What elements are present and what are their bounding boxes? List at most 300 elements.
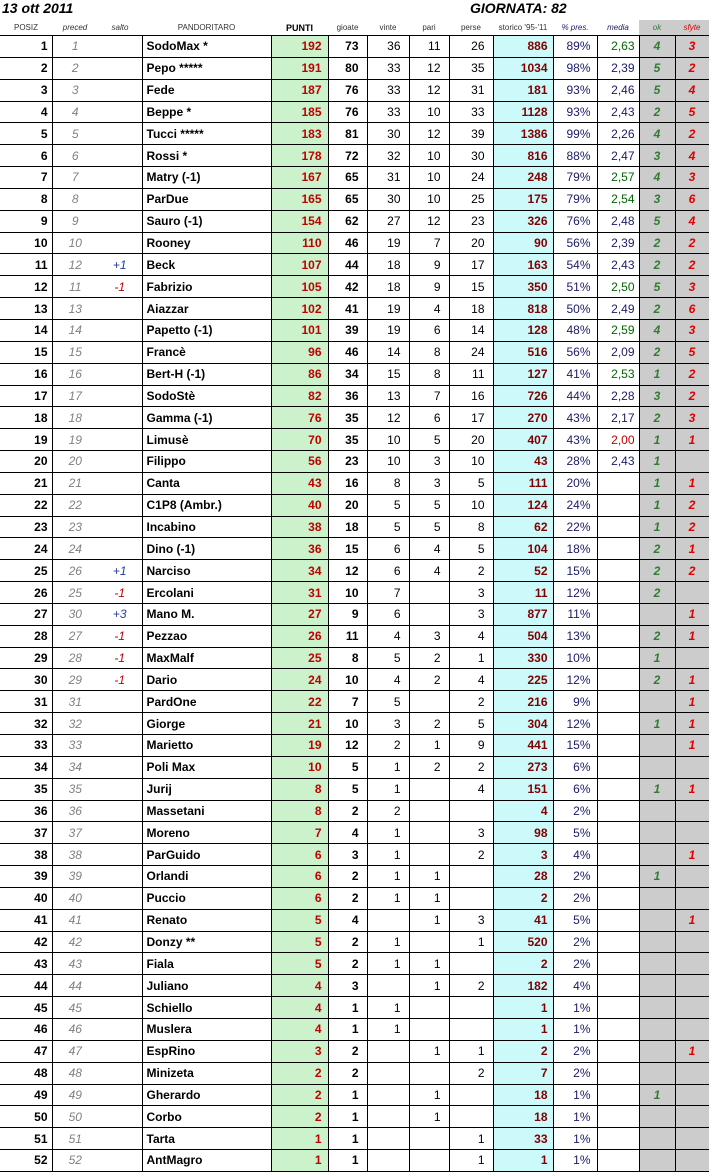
preced-cell: 48	[52, 1062, 98, 1084]
vinte-cell	[367, 975, 409, 997]
presenze-cell: 12%	[553, 713, 597, 735]
pari-cell	[409, 844, 449, 866]
preced-cell: 15	[52, 341, 98, 363]
storico-cell: 273	[493, 756, 553, 778]
perse-cell	[449, 1084, 493, 1106]
presenze-cell: 1%	[553, 1128, 597, 1150]
punti-cell: 4	[271, 975, 328, 997]
table-row	[0, 319, 709, 341]
sfiga-cell	[675, 1084, 709, 1106]
pari-cell	[409, 800, 449, 822]
preced-cell: 39	[52, 866, 98, 888]
presenze-cell: 2%	[553, 800, 597, 822]
perse-cell	[449, 800, 493, 822]
storico-cell: 1128	[493, 101, 553, 123]
ok-cell	[639, 909, 675, 931]
punti-cell: 24	[271, 669, 328, 691]
pari-cell: 2	[409, 669, 449, 691]
salto-cell	[98, 472, 142, 494]
preced-cell: 50	[52, 1106, 98, 1128]
media-cell: 2,48	[597, 210, 639, 232]
presenze-cell: 43%	[553, 407, 597, 429]
position-cell: 50	[0, 1106, 52, 1128]
vinte-cell: 1	[367, 931, 409, 953]
position-cell: 8	[0, 188, 52, 210]
punti-cell: 2	[271, 1084, 328, 1106]
pari-cell: 4	[409, 298, 449, 320]
giocate-cell: 2	[328, 931, 367, 953]
vinte-cell: 15	[367, 363, 409, 385]
giocate-cell: 46	[328, 232, 367, 254]
punti-cell: 86	[271, 363, 328, 385]
salto-cell	[98, 123, 142, 145]
sfiga-cell: 1	[675, 844, 709, 866]
vinte-cell: 32	[367, 145, 409, 167]
giocate-cell: 2	[328, 953, 367, 975]
table-row	[0, 756, 709, 778]
perse-cell: 11	[449, 363, 493, 385]
perse-cell: 2	[449, 560, 493, 582]
sfiga-cell: 3	[675, 276, 709, 298]
perse-cell: 17	[449, 407, 493, 429]
table-row	[0, 407, 709, 429]
pari-cell	[409, 1062, 449, 1084]
position-cell: 40	[0, 887, 52, 909]
vinte-cell	[367, 1106, 409, 1128]
presenze-cell: 9%	[553, 691, 597, 713]
giocate-cell: 23	[328, 451, 367, 473]
media-cell: 2,53	[597, 363, 639, 385]
vinte-cell: 1	[367, 997, 409, 1019]
presenze-cell: 79%	[553, 167, 597, 189]
punti-cell: 110	[271, 232, 328, 254]
punti-cell: 43	[271, 472, 328, 494]
perse-cell: 5	[449, 472, 493, 494]
storico-cell: 90	[493, 232, 553, 254]
salto-cell	[98, 210, 142, 232]
punti-cell: 70	[271, 429, 328, 451]
storico-cell: 181	[493, 79, 553, 101]
position-cell: 26	[0, 582, 52, 604]
col-header-media: media	[597, 20, 639, 36]
preced-cell: 27	[52, 625, 98, 647]
storico-cell: 175	[493, 188, 553, 210]
presenze-cell: 79%	[553, 188, 597, 210]
sfiga-cell: 2	[675, 254, 709, 276]
vinte-cell: 27	[367, 210, 409, 232]
punti-cell: 19	[271, 735, 328, 757]
storico-cell: 1386	[493, 123, 553, 145]
table-row	[0, 647, 709, 669]
vinte-cell: 5	[367, 516, 409, 538]
pari-cell: 9	[409, 276, 449, 298]
storico-cell: 3	[493, 844, 553, 866]
perse-cell	[449, 1106, 493, 1128]
sfiga-cell	[675, 887, 709, 909]
giocate-cell: 3	[328, 975, 367, 997]
table-row	[0, 57, 709, 79]
media-cell	[597, 1062, 639, 1084]
giocate-cell: 42	[328, 276, 367, 298]
salto-cell	[98, 36, 142, 58]
punti-cell: 1	[271, 1128, 328, 1150]
giocate-cell: 80	[328, 57, 367, 79]
giornata-label: GIORNATA: 82	[470, 0, 567, 16]
pari-cell	[409, 1018, 449, 1040]
salto-cell	[98, 953, 142, 975]
vinte-cell: 33	[367, 101, 409, 123]
media-cell	[597, 494, 639, 516]
sfiga-cell: 2	[675, 385, 709, 407]
table-row	[0, 36, 709, 58]
position-cell: 24	[0, 538, 52, 560]
pari-cell: 1	[409, 1106, 449, 1128]
salto-cell: -1	[98, 669, 142, 691]
pari-cell: 5	[409, 429, 449, 451]
position-cell: 13	[0, 298, 52, 320]
position-cell: 42	[0, 931, 52, 953]
vinte-cell: 3	[367, 713, 409, 735]
punti-cell: 3	[271, 1040, 328, 1062]
table-row	[0, 909, 709, 931]
position-cell: 22	[0, 494, 52, 516]
vinte-cell: 36	[367, 36, 409, 58]
ok-cell	[639, 931, 675, 953]
giocate-cell: 1	[328, 1106, 367, 1128]
giocate-cell: 72	[328, 145, 367, 167]
vinte-cell	[367, 1062, 409, 1084]
player-name-cell: Massetani	[142, 800, 271, 822]
table-row	[0, 953, 709, 975]
presenze-cell: 56%	[553, 341, 597, 363]
ok-cell: 1	[639, 494, 675, 516]
sfiga-cell	[675, 1150, 709, 1172]
salto-cell	[98, 822, 142, 844]
storico-cell: 504	[493, 625, 553, 647]
storico-cell: 520	[493, 931, 553, 953]
giocate-cell: 34	[328, 363, 367, 385]
salto-cell	[98, 232, 142, 254]
presenze-cell: 5%	[553, 822, 597, 844]
salto-cell	[98, 975, 142, 997]
position-cell: 35	[0, 778, 52, 800]
position-cell: 46	[0, 1018, 52, 1040]
presenze-cell: 11%	[553, 603, 597, 625]
table-row	[0, 1018, 709, 1040]
sfiga-cell: 2	[675, 494, 709, 516]
presenze-cell: 2%	[553, 866, 597, 888]
perse-cell: 1	[449, 1128, 493, 1150]
pari-cell: 1	[409, 909, 449, 931]
storico-cell: 111	[493, 472, 553, 494]
pari-cell: 5	[409, 516, 449, 538]
pari-cell: 6	[409, 319, 449, 341]
preced-cell: 7	[52, 167, 98, 189]
sfiga-cell	[675, 931, 709, 953]
pari-cell: 11	[409, 36, 449, 58]
player-name-cell: Schiello	[142, 997, 271, 1019]
table-row	[0, 188, 709, 210]
pari-cell	[409, 1128, 449, 1150]
presenze-cell: 1%	[553, 1106, 597, 1128]
perse-cell	[449, 866, 493, 888]
preced-cell: 37	[52, 822, 98, 844]
position-cell: 47	[0, 1040, 52, 1062]
player-name-cell: Beppe *	[142, 101, 271, 123]
perse-cell: 4	[449, 625, 493, 647]
sfiga-cell	[675, 866, 709, 888]
player-name-cell: Rooney	[142, 232, 271, 254]
player-name-cell: Poli Max	[142, 756, 271, 778]
storico-cell: 304	[493, 713, 553, 735]
ok-cell: 2	[639, 669, 675, 691]
storico-cell: 128	[493, 319, 553, 341]
player-name-cell: Mano M.	[142, 603, 271, 625]
giocate-cell: 4	[328, 822, 367, 844]
media-cell: 2,57	[597, 167, 639, 189]
preced-cell: 51	[52, 1128, 98, 1150]
punti-cell: 76	[271, 407, 328, 429]
storico-cell: 18	[493, 1106, 553, 1128]
vinte-cell	[367, 909, 409, 931]
position-cell: 21	[0, 472, 52, 494]
pari-cell	[409, 1150, 449, 1172]
pari-cell: 3	[409, 451, 449, 473]
table-row	[0, 625, 709, 647]
table-row	[0, 822, 709, 844]
media-cell	[597, 603, 639, 625]
salto-cell	[98, 1084, 142, 1106]
player-name-cell: AntMagro	[142, 1150, 271, 1172]
pari-cell: 1	[409, 887, 449, 909]
sfiga-cell: 1	[675, 429, 709, 451]
ok-cell: 4	[639, 36, 675, 58]
perse-cell: 20	[449, 232, 493, 254]
storico-cell: 726	[493, 385, 553, 407]
preced-cell: 25	[52, 582, 98, 604]
player-name-cell: Gherardo	[142, 1084, 271, 1106]
player-name-cell: Limusè	[142, 429, 271, 451]
storico-cell: 4	[493, 800, 553, 822]
media-cell: 2,63	[597, 36, 639, 58]
salto-cell	[98, 57, 142, 79]
pari-cell: 1	[409, 735, 449, 757]
sfiga-cell: 1	[675, 691, 709, 713]
giocate-cell: 18	[328, 516, 367, 538]
table-row	[0, 844, 709, 866]
media-cell	[597, 953, 639, 975]
preced-cell: 46	[52, 1018, 98, 1040]
giocate-cell: 2	[328, 1040, 367, 1062]
perse-cell: 2	[449, 1062, 493, 1084]
player-name-cell: Aiazzar	[142, 298, 271, 320]
ok-cell: 1	[639, 363, 675, 385]
perse-cell	[449, 887, 493, 909]
sfiga-cell: 2	[675, 363, 709, 385]
table-row	[0, 494, 709, 516]
ok-cell: 2	[639, 298, 675, 320]
storico-cell: 886	[493, 36, 553, 58]
giocate-cell: 81	[328, 123, 367, 145]
pari-cell: 10	[409, 145, 449, 167]
punti-cell: 101	[271, 319, 328, 341]
media-cell: 2,50	[597, 276, 639, 298]
pari-cell: 5	[409, 494, 449, 516]
punti-cell: 191	[271, 57, 328, 79]
punti-cell: 5	[271, 953, 328, 975]
preced-cell: 22	[52, 494, 98, 516]
preced-cell: 30	[52, 603, 98, 625]
punti-cell: 154	[271, 210, 328, 232]
sfiga-cell	[675, 582, 709, 604]
vinte-cell: 12	[367, 407, 409, 429]
vinte-cell	[367, 1040, 409, 1062]
media-cell: 2,17	[597, 407, 639, 429]
vinte-cell: 10	[367, 429, 409, 451]
vinte-cell: 13	[367, 385, 409, 407]
position-cell: 48	[0, 1062, 52, 1084]
player-name-cell: Pezzao	[142, 625, 271, 647]
ok-cell	[639, 603, 675, 625]
perse-cell: 18	[449, 298, 493, 320]
position-cell: 20	[0, 451, 52, 473]
perse-cell: 24	[449, 167, 493, 189]
salto-cell	[98, 1150, 142, 1172]
pari-cell: 1	[409, 1084, 449, 1106]
vinte-cell: 18	[367, 276, 409, 298]
table-row	[0, 516, 709, 538]
giocate-cell: 11	[328, 625, 367, 647]
perse-cell: 31	[449, 79, 493, 101]
giocate-cell: 2	[328, 800, 367, 822]
position-cell: 15	[0, 341, 52, 363]
salto-cell: +3	[98, 603, 142, 625]
perse-cell: 5	[449, 538, 493, 560]
ok-cell: 1	[639, 429, 675, 451]
ok-cell: 2	[639, 625, 675, 647]
position-cell: 4	[0, 101, 52, 123]
ok-cell: 5	[639, 276, 675, 298]
table-row	[0, 713, 709, 735]
table-row	[0, 210, 709, 232]
sfiga-cell: 5	[675, 341, 709, 363]
ok-cell	[639, 756, 675, 778]
salto-cell	[98, 79, 142, 101]
table-row	[0, 298, 709, 320]
pari-cell: 10	[409, 101, 449, 123]
col-header-pari: pari	[409, 20, 449, 36]
ok-cell: 2	[639, 232, 675, 254]
position-cell: 10	[0, 232, 52, 254]
giocate-cell: 65	[328, 188, 367, 210]
player-name-cell: C1P8 (Ambr.)	[142, 494, 271, 516]
position-cell: 32	[0, 713, 52, 735]
preced-cell: 8	[52, 188, 98, 210]
presenze-cell: 43%	[553, 429, 597, 451]
preced-cell: 24	[52, 538, 98, 560]
sfiga-cell	[675, 953, 709, 975]
presenze-cell: 44%	[553, 385, 597, 407]
media-cell: 2,47	[597, 145, 639, 167]
presenze-cell: 41%	[553, 363, 597, 385]
vinte-cell: 4	[367, 669, 409, 691]
salto-cell	[98, 385, 142, 407]
ok-cell: 1	[639, 778, 675, 800]
vinte-cell: 5	[367, 691, 409, 713]
storico-cell: 1	[493, 997, 553, 1019]
preced-cell: 38	[52, 844, 98, 866]
perse-cell: 4	[449, 778, 493, 800]
sfiga-cell: 1	[675, 713, 709, 735]
player-name-cell: Fiala	[142, 953, 271, 975]
ok-cell: 5	[639, 79, 675, 101]
ok-cell: 2	[639, 538, 675, 560]
position-cell: 43	[0, 953, 52, 975]
col-header-sfiga: sfyte	[675, 20, 709, 36]
player-name-cell: Incabino	[142, 516, 271, 538]
vinte-cell: 1	[367, 778, 409, 800]
giocate-cell: 8	[328, 647, 367, 669]
preced-cell: 19	[52, 429, 98, 451]
storico-cell: 127	[493, 363, 553, 385]
media-cell	[597, 472, 639, 494]
vinte-cell: 19	[367, 232, 409, 254]
giocate-cell: 44	[328, 254, 367, 276]
position-cell: 16	[0, 363, 52, 385]
vinte-cell: 18	[367, 254, 409, 276]
player-name-cell: ParDue	[142, 188, 271, 210]
position-cell: 44	[0, 975, 52, 997]
position-cell: 29	[0, 647, 52, 669]
col-header-vinte: vinte	[367, 20, 409, 36]
preced-cell: 35	[52, 778, 98, 800]
sfiga-cell	[675, 647, 709, 669]
pari-cell: 6	[409, 407, 449, 429]
storico-cell: 350	[493, 276, 553, 298]
punti-cell: 178	[271, 145, 328, 167]
table-row	[0, 669, 709, 691]
storico-cell: 1034	[493, 57, 553, 79]
sfiga-cell	[675, 822, 709, 844]
storico-cell: 2	[493, 1040, 553, 1062]
sfiga-cell: 1	[675, 669, 709, 691]
sfiga-cell	[675, 975, 709, 997]
sfiga-cell	[675, 800, 709, 822]
pari-cell: 4	[409, 560, 449, 582]
media-cell	[597, 713, 639, 735]
media-cell	[597, 931, 639, 953]
salto-cell	[98, 756, 142, 778]
storico-cell: 28	[493, 866, 553, 888]
vinte-cell: 1	[367, 844, 409, 866]
media-cell: 2,00	[597, 429, 639, 451]
perse-cell: 3	[449, 909, 493, 931]
punti-cell: 25	[271, 647, 328, 669]
punti-cell: 36	[271, 538, 328, 560]
media-cell	[597, 735, 639, 757]
col-header-perse: perse	[449, 20, 493, 36]
giocate-cell: 12	[328, 735, 367, 757]
position-cell: 49	[0, 1084, 52, 1106]
media-cell	[597, 691, 639, 713]
sfiga-cell: 1	[675, 909, 709, 931]
sfiga-cell: 1	[675, 778, 709, 800]
salto-cell	[98, 931, 142, 953]
vinte-cell: 30	[367, 188, 409, 210]
punti-cell: 8	[271, 800, 328, 822]
sfiga-cell: 4	[675, 79, 709, 101]
salto-cell	[98, 538, 142, 560]
